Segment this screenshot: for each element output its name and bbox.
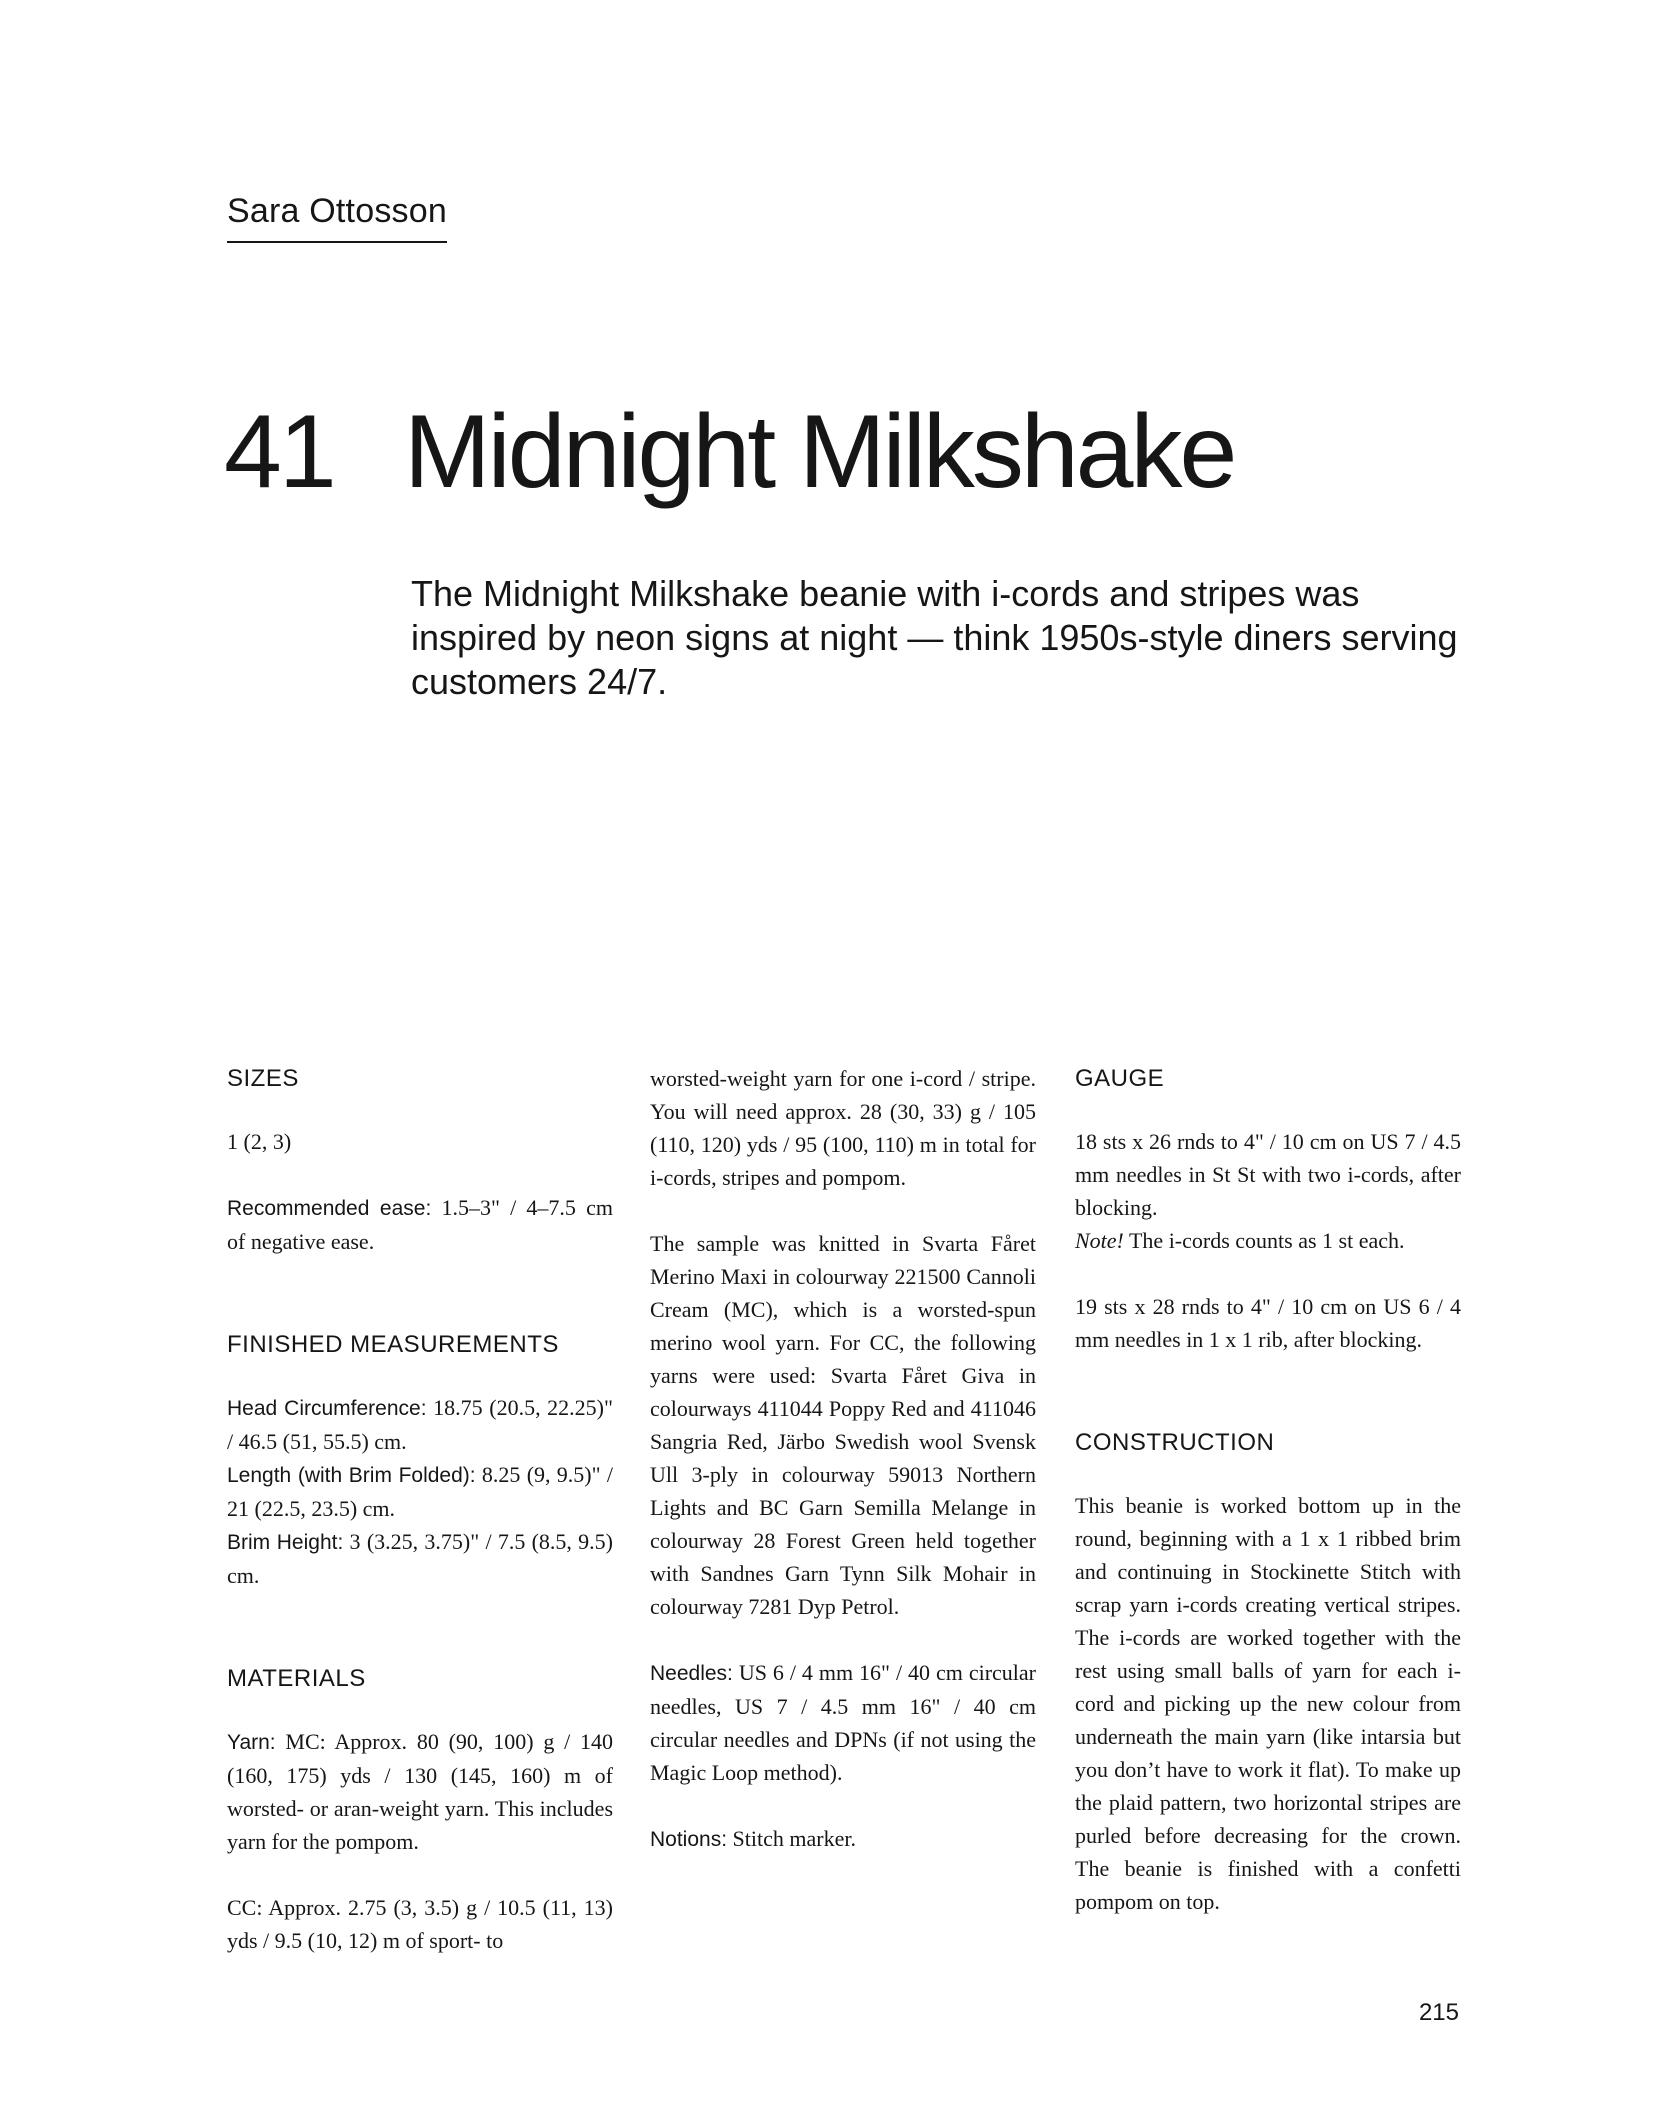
brim-height <box>227 1525 613 1592</box>
head-circumference <box>227 1391 613 1458</box>
materials-heading: MATERIALS <box>227 1665 366 1692</box>
construction-heading: CONSTRUCTION <box>1075 1429 1275 1456</box>
page-number: 215 <box>1418 1999 1459 2026</box>
gauge-line-2: 19 sts x 28 rnds to 4" / 10 cm on US 6 / 4 mm needles in 1 x 1 rib, after blocking. <box>1075 1294 1461 1352</box>
pattern-title: Midnight Milkshake <box>404 394 1235 510</box>
length <box>227 1458 613 1525</box>
construction-text: This beanie is worked bottom up in the round, beginning with a 1 x 1 ribbed brim and continuing in Stockinette Stitch with scrap yarn i-cords creating vertical stripes. The i-cords are worked together with the rest using small balls of yarn for each i-cord and picking up the new colour from underneath the main yarn (like intarsia but you don’t have to work it flat). To make up the plaid pattern, two horizontal stripes are purled before decreasing for the crown. The beanie is finished with a confetti pompom on top. <box>1075 1493 1461 1914</box>
yarn-value: MC: Approx. 80 (90, 100) g / 140 (160, 175) yds / 130 (145, 160) m of worsted- or aran-weight yarn. This includes yarn for the pompom. <box>227 1729 613 1854</box>
gauge-note-label: Note! <box>1075 1228 1124 1253</box>
sample-paragraph: The sample was knitted in Svarta Fåret Merino Maxi in colourway 221500 Cannoli Cream (MC), which is a worsted-spun merino wool yarn. For CC, the following yarns were used: Svarta Fåret Giva in colourways 411044 Poppy Red and 411046 Sangria Red, Järbo Swedish wool Svensk Ull 3-ply in colourway 59013 Northern Lights and BC Garn Semilla Melange in colourway 28 Forest Green held together with Sandnes Garn Tynn Silk Mohair in colourway 7281 Dyp Petrol. <box>650 1231 1036 1619</box>
gauge-note <box>1075 1224 1461 1257</box>
column-left <box>227 1062 613 1957</box>
column-right <box>1075 1062 1461 1918</box>
column-middle <box>650 1062 1036 1856</box>
length-label: Length (with Brim Folded): <box>227 1464 476 1487</box>
gauge-heading: GAUGE <box>1075 1065 1165 1092</box>
notions-paragraph <box>650 1822 1036 1856</box>
pattern-intro: The Midnight Milkshake beanie with i-cords and stripes was inspired by neon signs at night — think 1950s-style diners serving customers 24/7. <box>411 573 1458 702</box>
finished-measurements-heading: FINISHED MEASUREMENTS <box>227 1331 559 1358</box>
pattern-number: 41 <box>224 394 334 510</box>
head-circumference-value: 18.75 (20.5, 22.25)" / 46.5 (51, 55.5) cm. <box>227 1395 613 1454</box>
sizes-value: 1 (2, 3) <box>227 1129 292 1154</box>
cc-paragraph-start: CC: Approx. 2.75 (3, 3.5) g / 10.5 (11, 13) yds / 9.5 (10, 12) m of sport- to <box>227 1895 613 1953</box>
ease-paragraph <box>227 1191 613 1258</box>
yarn-paragraph <box>227 1725 613 1858</box>
brim-height-label: Brim Height: <box>227 1531 344 1554</box>
cc-paragraph-end: worsted-weight yarn for one i-cord / stripe. You will need approx. 28 (30, 33) g / 105 (110, 120) yds / 95 (100, 110) m in total for i-cords, stripes and pompom. <box>650 1066 1036 1190</box>
gauge-note-value: The i-cords counts as 1 st each. <box>1123 1228 1405 1253</box>
author-name: Sara Ottosson <box>227 192 447 243</box>
ease-value: 1.5–3" / 4–7.5 cm of negative ease. <box>227 1195 613 1254</box>
needles-paragraph <box>650 1656 1036 1789</box>
brim-height-value: 3 (3.25, 3.75)" / 7.5 (8.5, 9.5) cm. <box>227 1529 613 1588</box>
needles-value: US 6 / 4 mm 16" / 40 cm circular needles, US 7 / 4.5 mm 16" / 40 cm circular needles and DPNs (if not using the Magic Loop method). <box>650 1660 1036 1785</box>
notions-label: Notions: <box>650 1828 728 1851</box>
ease-label: Recommended ease: <box>227 1197 432 1220</box>
notions-value: Stitch marker. <box>727 1826 856 1851</box>
sizes-heading: SIZES <box>227 1065 299 1092</box>
needles-label: Needles: <box>650 1662 733 1685</box>
head-circumference-label: Head Circumference: <box>227 1397 427 1420</box>
yarn-label: Yarn: <box>227 1731 276 1754</box>
gauge-line-1: 18 sts x 26 rnds to 4" / 10 cm on US 7 / 4.5 mm needles in St St with two i-cords, after blocking. <box>1075 1129 1461 1220</box>
length-value: 8.25 (9, 9.5)" / 21 (22.5, 23.5) cm. <box>227 1462 613 1521</box>
